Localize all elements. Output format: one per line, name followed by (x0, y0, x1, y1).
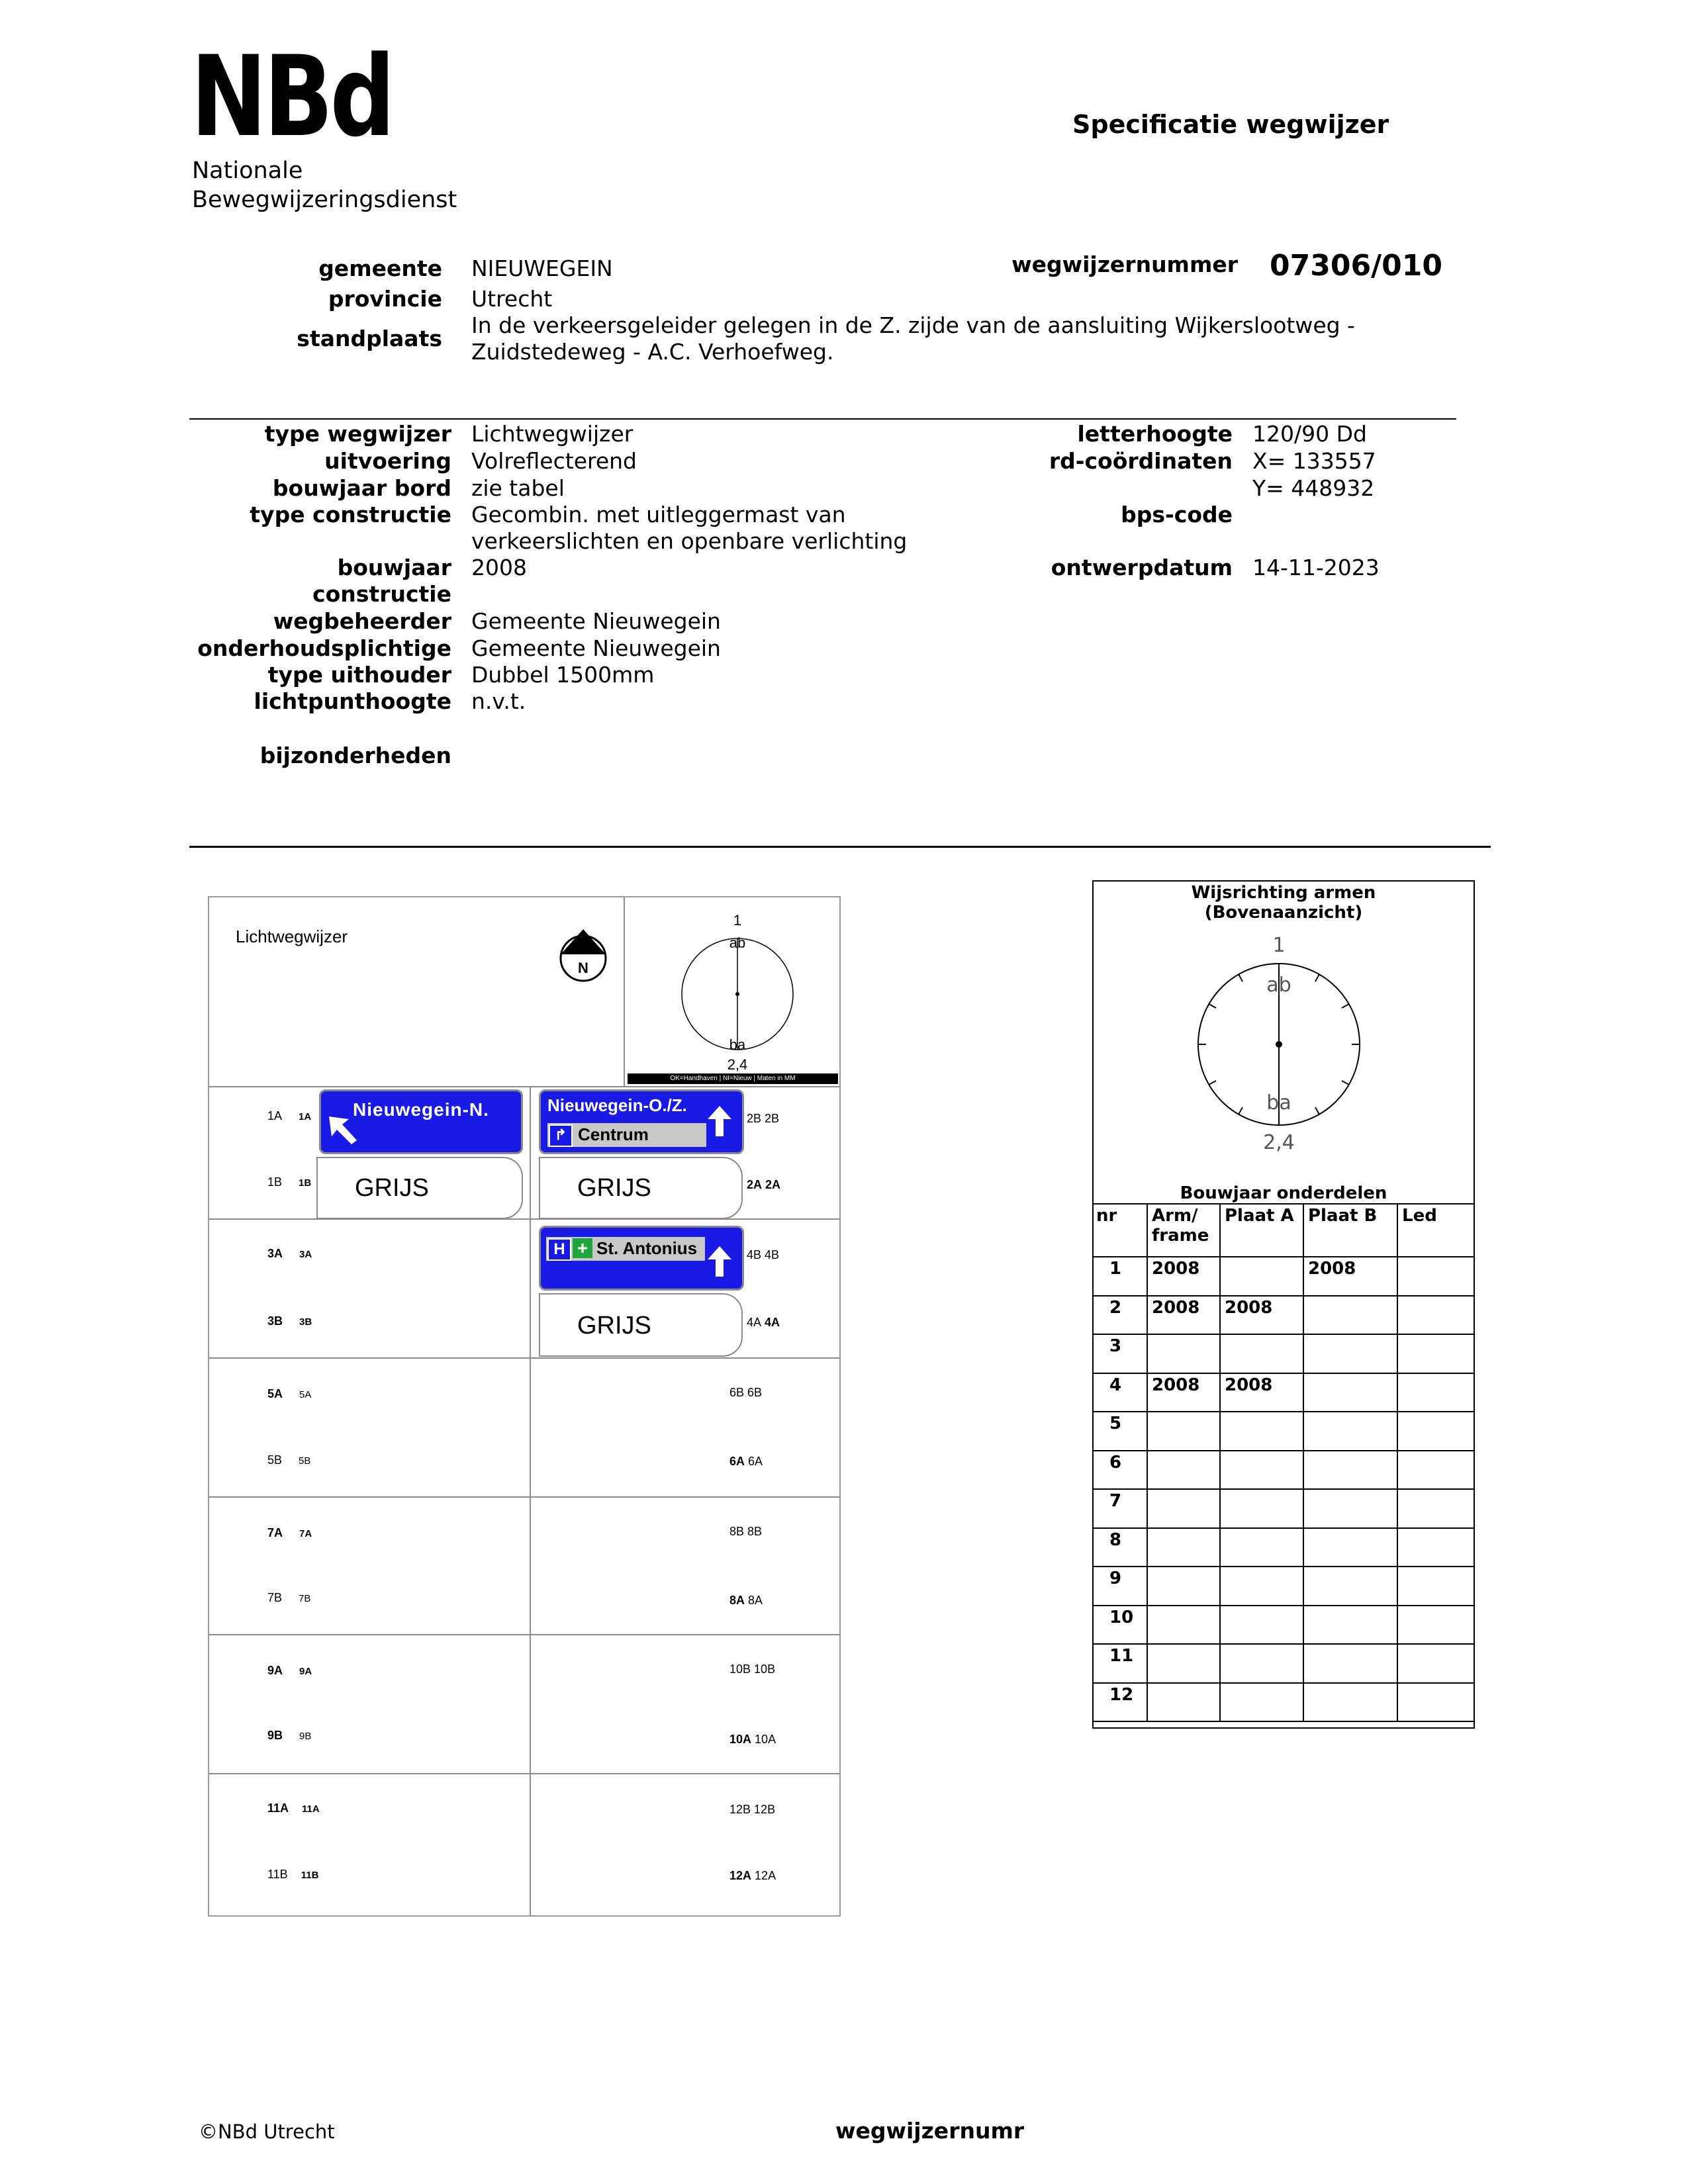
table-cell: 2008 (1220, 1373, 1303, 1412)
table-cell: 5 (1092, 1412, 1147, 1451)
divider-top (189, 418, 1456, 420)
row-line-3 (209, 1496, 839, 1498)
org-name-line2: Bewegwijzeringsdienst (192, 187, 457, 213)
slot-label: 1B 1B (267, 1175, 312, 1189)
wegbeheerder-label: wegbeheerder (273, 608, 451, 634)
table-row (1092, 1606, 1474, 1645)
table-cell (1397, 1257, 1474, 1296)
slot-label: 5A 5A (267, 1387, 312, 1400)
rd-y-value: Y= 448932 (1252, 475, 1375, 501)
standplaats-line2: Zuidstedeweg - A.C. Verhoefweg. (471, 339, 834, 365)
table-cell (1303, 1683, 1397, 1722)
uitvoering-value: Volreflecterend (471, 448, 637, 474)
ontwerpdatum-label: ontwerpdatum (1051, 555, 1233, 580)
table-cell (1220, 1683, 1303, 1722)
table-cell (1397, 1683, 1474, 1722)
slot-label: 12A 12A (729, 1869, 776, 1882)
lichtpunthoogte-label: lichtpunthoogte (254, 688, 451, 714)
table-cell (1397, 1373, 1474, 1412)
diagram-title: Lichtwegwijzer (236, 927, 348, 946)
table-cell: 4 (1092, 1373, 1147, 1412)
row-line-5 (209, 1773, 839, 1774)
bouwjaar-constructie-value: 2008 (471, 555, 527, 580)
table-cell (1397, 1489, 1474, 1528)
diagram-header-divider (624, 897, 625, 1086)
arms-title: Wijsrichting armen (1191, 883, 1376, 903)
rd-x-value: X= 133557 (1252, 448, 1376, 474)
table-cell (1303, 1373, 1397, 1412)
table-cell (1303, 1528, 1397, 1567)
uitvoering-label: uitvoering (324, 448, 451, 474)
letterhoogte-value: 120/90 Dd (1252, 421, 1367, 447)
sign-1b-text: GRIJS (355, 1174, 429, 1202)
table-cell (1397, 1567, 1474, 1606)
org-name-line1: Nationale (192, 158, 303, 184)
onderhoudsplichtige-value: Gemeente Nieuwegein (471, 635, 721, 661)
type-wegwijzer-label: type wegwijzer (264, 421, 451, 447)
table-cell (1147, 1567, 1220, 1606)
wegwijzernummer-label: wegwijzernummer (1011, 251, 1238, 277)
table-cell: 8 (1092, 1528, 1147, 1567)
sign-2b-line1: Nieuwegein-O./Z. (547, 1095, 687, 1115)
sign-4b (539, 1226, 744, 1291)
slot-label: 4B 4B (747, 1248, 780, 1261)
type-wegwijzer-value: Lichtwegwijzer (471, 421, 633, 447)
table-cell (1303, 1489, 1397, 1528)
table-cell (1303, 1296, 1397, 1335)
slot-label: 10B 10B (729, 1662, 776, 1676)
sign-1b-grijs (316, 1157, 523, 1219)
slot-label: 8B 8B (729, 1525, 763, 1538)
table-cell (1397, 1644, 1474, 1683)
table-cell (1147, 1489, 1220, 1528)
hospital-h-icon: H (547, 1238, 571, 1261)
diagram-legend: OK=Handhaven | NI=Nieuw | Maten in MM (628, 1073, 838, 1084)
table-cell (1397, 1528, 1474, 1567)
slot-label: 4A 4A (747, 1316, 780, 1329)
arms-subtitle: (Bovenaanzicht) (1204, 903, 1363, 923)
header-led: Led (1397, 1204, 1474, 1257)
document-title: Specificatie wegwijzer (1072, 110, 1389, 139)
type-constructie-label: type constructie (250, 502, 451, 527)
slot-label: 9B 9B (267, 1729, 312, 1742)
row-line-4 (209, 1634, 839, 1635)
arms-ab-label: ab (1266, 974, 1291, 997)
table-cell (1147, 1412, 1220, 1451)
table-cell (1147, 1644, 1220, 1683)
table-cell: 6 (1092, 1451, 1147, 1490)
slot-label: 7B 7B (267, 1591, 311, 1604)
table-cell (1220, 1606, 1303, 1645)
slot-label: 7A 7A (267, 1526, 312, 1539)
provincie-label: provincie (328, 286, 442, 312)
north-arrow-icon (557, 928, 610, 983)
table-cell (1147, 1528, 1220, 1567)
gemeente-value: NIEUWEGEIN (471, 255, 613, 281)
table-row (1092, 1528, 1474, 1567)
header-plaat-b: Plaat B (1303, 1204, 1397, 1257)
slot-label: 11A 11A (267, 1801, 320, 1815)
table-cell (1397, 1451, 1474, 1490)
compass-ba-label: ba (729, 1036, 746, 1053)
table-cell (1220, 1528, 1303, 1567)
header-plaat-a: Plaat A (1220, 1204, 1303, 1257)
gemeente-label: gemeente (318, 255, 442, 281)
table-row (1092, 1683, 1474, 1722)
table-cell (1220, 1489, 1303, 1528)
arrow-up-icon (706, 1105, 733, 1138)
table-row (1092, 1489, 1474, 1528)
sign-4a-grijs (539, 1293, 743, 1357)
table-cell: 2008 (1147, 1257, 1220, 1296)
table-cell: 2008 (1303, 1257, 1397, 1296)
table-cell (1147, 1683, 1220, 1722)
table-cell (1397, 1412, 1474, 1451)
letterhoogte-label: letterhoogte (1077, 421, 1233, 447)
table-cell (1147, 1451, 1220, 1490)
table-cell (1147, 1606, 1220, 1645)
slot-label: 10A 10A (729, 1733, 776, 1746)
sign-2a-text: GRIJS (577, 1174, 651, 1202)
onderhoudsplichtige-label: onderhoudsplichtige (197, 635, 451, 661)
type-constructie-line2: verkeerslichten en openbare verlichting (471, 528, 908, 554)
table-row (1092, 1567, 1474, 1606)
slot-label: 12B 12B (729, 1803, 776, 1816)
table-cell (1303, 1451, 1397, 1490)
sign-4b-panel (546, 1237, 705, 1261)
table-cell: 11 (1092, 1644, 1147, 1683)
header-arm-frame: Arm/ frame (1147, 1204, 1220, 1257)
slot-label: 3B 3B (267, 1314, 312, 1328)
arms-bottom-label: 2,4 (1263, 1131, 1295, 1154)
row-line-2 (209, 1357, 839, 1359)
table-cell: 2008 (1220, 1296, 1303, 1335)
type-constructie-line1: Gecombin. met uitleggermast van (471, 502, 846, 527)
bps-code-label: bps-code (1121, 502, 1233, 527)
table-cell (1397, 1334, 1474, 1373)
turn-arrow-icon: ↱ (549, 1124, 573, 1147)
slot-label: 8A 8A (729, 1594, 763, 1607)
slot-label: 2A 2A (747, 1178, 781, 1191)
lichtpunthoogte-value: n.v.t. (471, 688, 526, 714)
provincie-value: Utrecht (471, 286, 553, 312)
bouwjaar-constructie-label: bouwjaar (337, 555, 451, 580)
table-row (1092, 1644, 1474, 1683)
wegwijzernummer-value: 07306/010 (1270, 249, 1442, 283)
sign-1a-text: Nieuwegein-N. (353, 1099, 489, 1120)
table-cell: 12 (1092, 1683, 1147, 1722)
table-cell: 1 (1092, 1257, 1147, 1296)
slot-label: 6B 6B (729, 1386, 763, 1399)
footer-number-label: wegwijzernumr (835, 2118, 1025, 2144)
arms-top-label: 1 (1272, 934, 1286, 957)
table-cell: 3 (1092, 1334, 1147, 1373)
bouwjaar-bord-label: bouwjaar bord (272, 475, 451, 501)
slot-label: 6A 6A (729, 1455, 763, 1468)
sign-2a-grijs (539, 1157, 743, 1219)
sign-1a (319, 1089, 523, 1154)
sign-4a-text: GRIJS (577, 1312, 651, 1340)
table-row (1092, 1296, 1474, 1335)
table-row (1092, 1412, 1474, 1451)
table-cell: 7 (1092, 1489, 1147, 1528)
parts-title: Bouwjaar onderdelen (1180, 1183, 1387, 1203)
table-header-row (1092, 1204, 1474, 1257)
arms-ba-label: ba (1266, 1091, 1291, 1115)
table-cell: 2008 (1147, 1373, 1220, 1412)
table-cell (1303, 1567, 1397, 1606)
slot-label: 1A 1A (267, 1109, 312, 1122)
table-cell (1303, 1412, 1397, 1451)
table-cell (1220, 1412, 1303, 1451)
table-cell (1220, 1567, 1303, 1606)
row-line-0 (209, 1086, 839, 1087)
table-cell: 2 (1092, 1296, 1147, 1335)
table-cell: 2008 (1147, 1296, 1220, 1335)
sign-4b-text: St. Antonius (596, 1238, 698, 1258)
header-nr: nr (1092, 1204, 1147, 1257)
row-line-1 (209, 1218, 839, 1220)
compass-bottom-label: 2,4 (727, 1056, 748, 1073)
slot-label: 3A 3A (267, 1247, 312, 1260)
table-cell (1220, 1334, 1303, 1373)
type-uithouder-label: type uithouder (267, 662, 451, 688)
compass-diagram (673, 911, 805, 1076)
slot-label: 2B 2B (747, 1112, 780, 1125)
divider-bottom (189, 846, 1491, 848)
slot-label: 9A 9A (267, 1664, 312, 1677)
bijzonderheden-label: bijzonderheden (259, 743, 451, 768)
footer-copyright: ©NBd Utrecht (199, 2120, 335, 2143)
bouwjaar-constructie-label-2: constructie (312, 581, 451, 607)
table-row (1092, 1451, 1474, 1490)
rd-coordinaten-label: rd-coördinaten (1049, 448, 1233, 474)
standplaats-line1: In de verkeersgeleider gelegen in de Z. zijde van de aansluiting Wijkerslootweg - (471, 312, 1355, 338)
sign-diagram (208, 896, 841, 1917)
ontwerpdatum-value: 14-11-2023 (1252, 555, 1380, 580)
sign-2b-centrum-panel (547, 1123, 706, 1147)
table-cell: 10 (1092, 1606, 1147, 1645)
table-cell (1147, 1334, 1220, 1373)
type-uithouder-value: Dubbel 1500mm (471, 662, 655, 688)
slot-label: 5B 5B (267, 1453, 311, 1467)
north-label: N (578, 960, 588, 976)
hospital-cross-icon: + (573, 1238, 592, 1258)
arrow-up-icon (706, 1245, 733, 1278)
nbd-logo: NBd (191, 32, 393, 161)
compass-top-label: 1 (733, 912, 742, 929)
center-column-line (530, 1086, 531, 1915)
table-cell (1303, 1606, 1397, 1645)
table-row (1092, 1373, 1474, 1412)
bouwjaar-bord-value: zie tabel (471, 475, 565, 501)
wegbeheerder-value: Gemeente Nieuwegein (471, 608, 721, 634)
table-cell (1397, 1296, 1474, 1335)
slot-label: 11B 11B (267, 1868, 319, 1881)
table-cell (1303, 1334, 1397, 1373)
standplaats-label: standplaats (297, 326, 442, 351)
table-row (1092, 1257, 1474, 1296)
arms-compass (1180, 932, 1378, 1157)
table-cell: 9 (1092, 1567, 1147, 1606)
table-row (1092, 1334, 1474, 1373)
table-cell (1220, 1257, 1303, 1296)
table-cell (1397, 1606, 1474, 1645)
table-cell (1303, 1644, 1397, 1683)
table-cell (1220, 1644, 1303, 1683)
sign-2b (539, 1089, 744, 1154)
sign-2b-line2: Centrum (578, 1124, 649, 1144)
parts-table (1092, 1203, 1475, 1722)
compass-ab-label: ab (729, 934, 746, 951)
table-cell (1220, 1451, 1303, 1490)
